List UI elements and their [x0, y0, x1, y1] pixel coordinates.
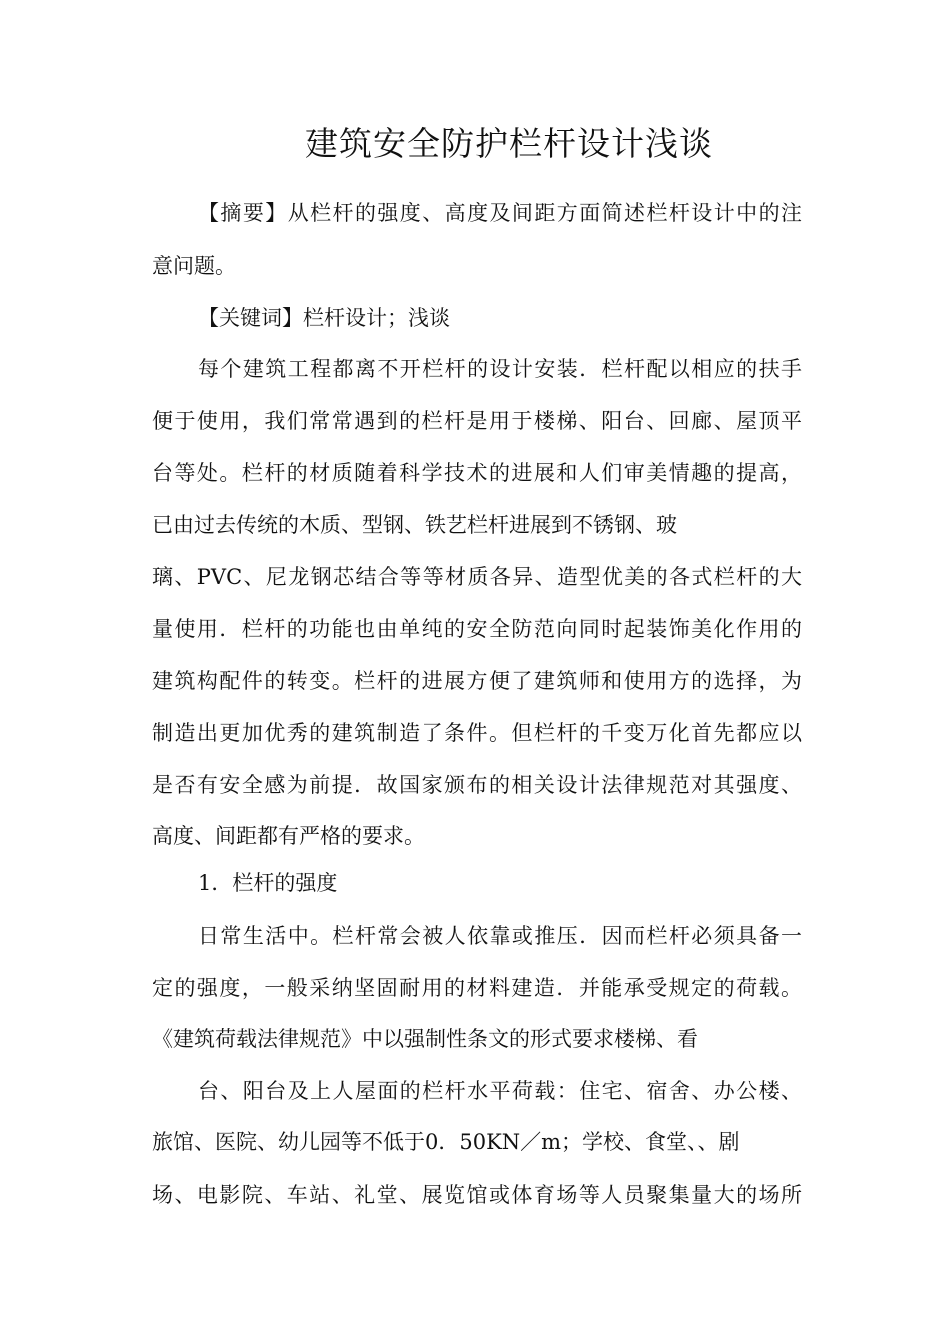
- paragraph-line: 已由过去传统的木质、型钢、铁艺栏杆进展到不锈钢、玻: [152, 513, 677, 537]
- keywords-line: 【关键词】栏杆设计；浅谈: [198, 306, 450, 330]
- paragraph-line: 建筑构配件的转变。栏杆的进展方便了建筑师和使用方的选择，为: [152, 669, 802, 693]
- document-title: 建筑安全防护栏杆设计浅谈: [305, 124, 713, 163]
- paragraph-line: 每个建筑工程都离不开栏杆的设计安装．栏杆配以相应的扶手: [198, 357, 802, 381]
- abstract-line-1: 【摘要】从栏杆的强度、高度及间距方面简述栏杆设计中的注: [198, 201, 802, 225]
- paragraph-line: 《建筑荷载法律规范》中以强制性条文的形式要求楼梯、看: [152, 1027, 698, 1051]
- paragraph-line: 定的强度，一般采纳坚固耐用的材料建造．并能承受规定的荷载。: [152, 976, 802, 1000]
- paragraph-line: 高度、间距都有严格的要求。: [152, 824, 425, 848]
- paragraph-line: 璃、PVC、尼龙钢芯结合等等材质各异、造型优美的各式栏杆的大: [152, 565, 802, 589]
- abstract-line-2: 意问题。: [152, 254, 236, 278]
- paragraph-line: 日常生活中。栏杆常会被人依靠或推压．因而栏杆必须具备一: [198, 924, 802, 948]
- paragraph-line: 旅馆、医院、幼儿园等不低于0．50KN／m；学校、食堂、、剧: [152, 1130, 740, 1154]
- paragraph-line: 量使用．栏杆的功能也由单纯的安全防范向同时起装饰美化作用的: [152, 617, 802, 641]
- paragraph-line: 场、电影院、车站、礼堂、展览馆或体育场等人员聚集量大的场所: [152, 1183, 802, 1207]
- paragraph-line: 台、阳台及上人屋面的栏杆水平荷载：住宅、宿舍、办公楼、: [198, 1079, 802, 1103]
- paragraph-line: 台等处。栏杆的材质随着科学技术的进展和人们审美情趣的提高，: [152, 461, 802, 485]
- paragraph-line: 便于使用，我们常常遇到的栏杆是用于楼梯、阳台、回廊、屋顶平: [152, 409, 802, 433]
- paragraph-line: 是否有安全感为前提．故国家颁布的相关设计法律规范对其强度、: [152, 773, 802, 797]
- paragraph-line: 制造出更加优秀的建筑制造了条件。但栏杆的千变万化首先都应以: [152, 721, 802, 745]
- section-heading: 1．栏杆的强度: [198, 871, 338, 895]
